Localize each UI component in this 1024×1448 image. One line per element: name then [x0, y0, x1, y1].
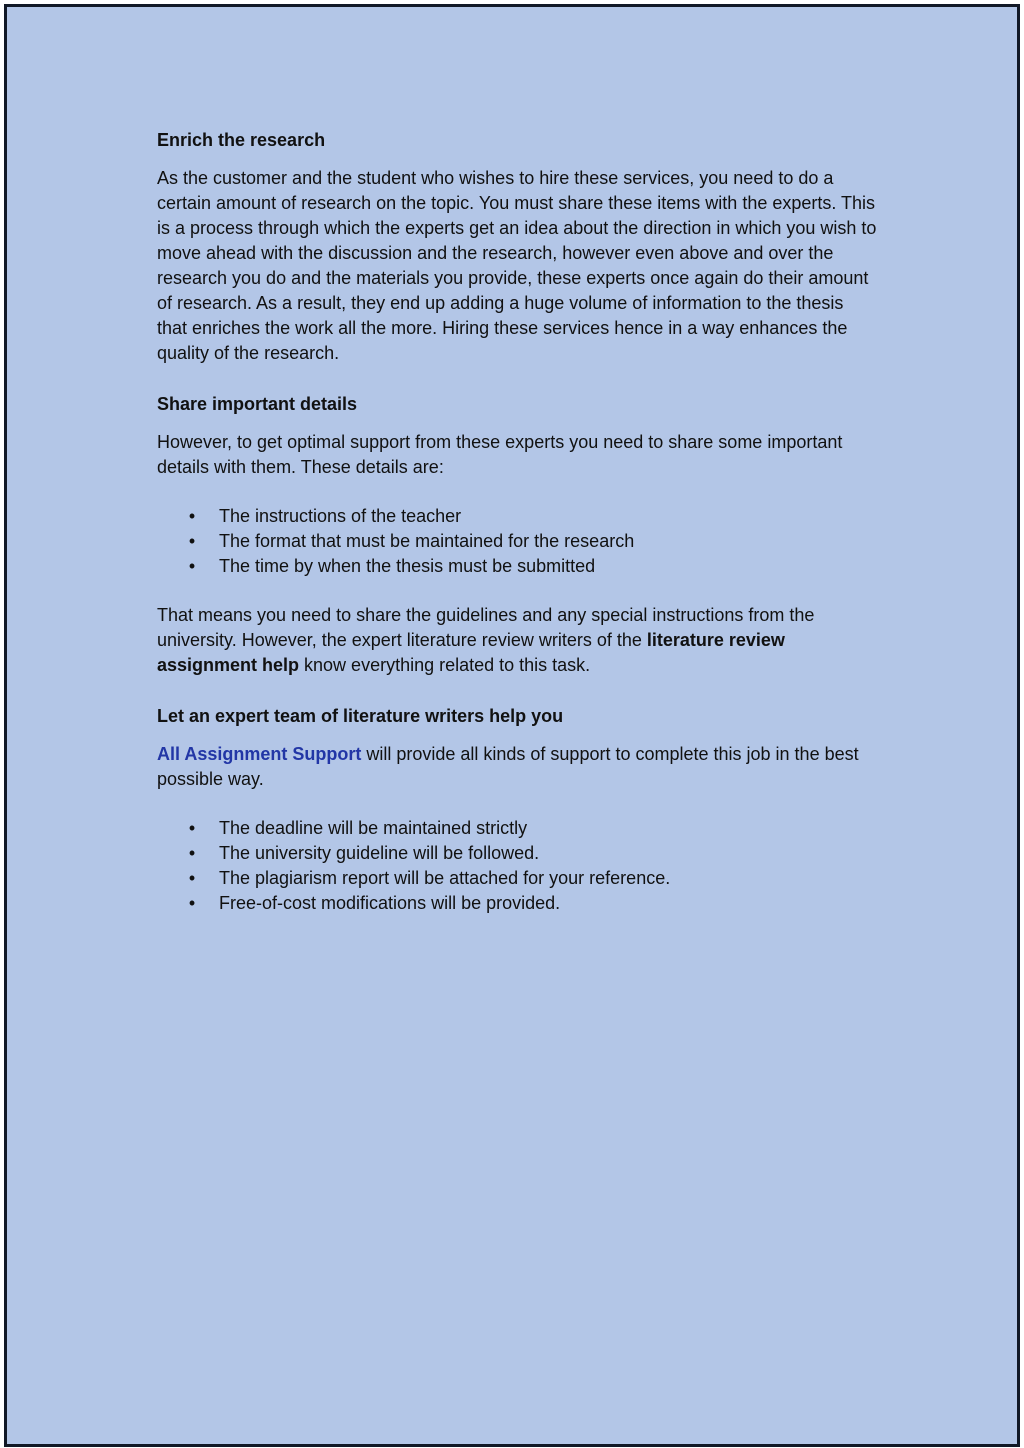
details-list — [157, 504, 877, 579]
list-item-text: The instructions of the teacher — [219, 506, 462, 526]
list-item — [157, 841, 877, 866]
list-item — [157, 891, 877, 916]
section-heading-share-details: Share important details — [157, 394, 358, 414]
list-item-text: The time by when the thesis must be submitted — [219, 556, 596, 576]
list-item — [157, 866, 877, 891]
bullet-icon: • — [188, 818, 196, 838]
section-heading-enrich-research: Enrich the research — [157, 130, 326, 150]
bullet-icon: • — [188, 893, 196, 913]
bullet-icon: • — [188, 556, 196, 576]
closing-text-end: know everything related to this task. — [299, 655, 591, 675]
list-item-text: The format that must be maintained for the research — [219, 531, 635, 551]
list-item — [157, 504, 877, 529]
bullet-icon: • — [188, 531, 196, 551]
literature-review-help-bold: literature review assignment help — [157, 630, 785, 675]
list-item-text: The plagiarism report will be attached for your reference. — [219, 868, 671, 888]
closing-text-start: That means you need to share the guidelines and any special instructions from the university. However, the expert literature review writers of the — [157, 605, 815, 650]
list-item-text: The university guideline will be followed. — [219, 843, 540, 863]
guarantees-list — [157, 816, 877, 916]
document-page — [4, 4, 1020, 1447]
bullet-icon: • — [188, 843, 196, 863]
list-item — [157, 816, 877, 841]
list-item-text: Free-of-cost modifications will be provided. — [219, 893, 561, 913]
document-body — [157, 128, 877, 916]
paragraph-share-details-closing — [157, 603, 877, 678]
list-item — [157, 554, 877, 579]
all-assignment-support-link[interactable]: All Assignment Support — [157, 744, 362, 764]
list-item — [157, 529, 877, 554]
list-item-text: The deadline will be maintained strictly — [219, 818, 528, 838]
bullet-icon: • — [188, 868, 196, 888]
paragraph-share-details-intro: However, to get optimal support from these experts you need to share some important details with them. These details are: — [157, 432, 843, 477]
paragraph-expert-team-intro — [157, 742, 877, 792]
bullet-icon: • — [188, 506, 196, 526]
section-heading-expert-team: Let an expert team of literature writers help you — [157, 706, 564, 726]
expert-team-intro-text: will provide all kinds of support to complete this job in the best possible way. — [157, 744, 859, 789]
paragraph-enrich-research: As the customer and the student who wishes to hire these services, you need to do a certain amount of research on the topic. You must share these items with the experts. This is a process through which the experts get an idea about the direction in which you wish to move ahead with the discussion and the research, however even above and over the research you do and the materials you provide, these experts once again do their amount of research. As a result, they end up adding a huge volume of information to the thesis that enriches the work all the more. Hiring these services hence in a way enhances the quality of the research. — [157, 168, 877, 363]
